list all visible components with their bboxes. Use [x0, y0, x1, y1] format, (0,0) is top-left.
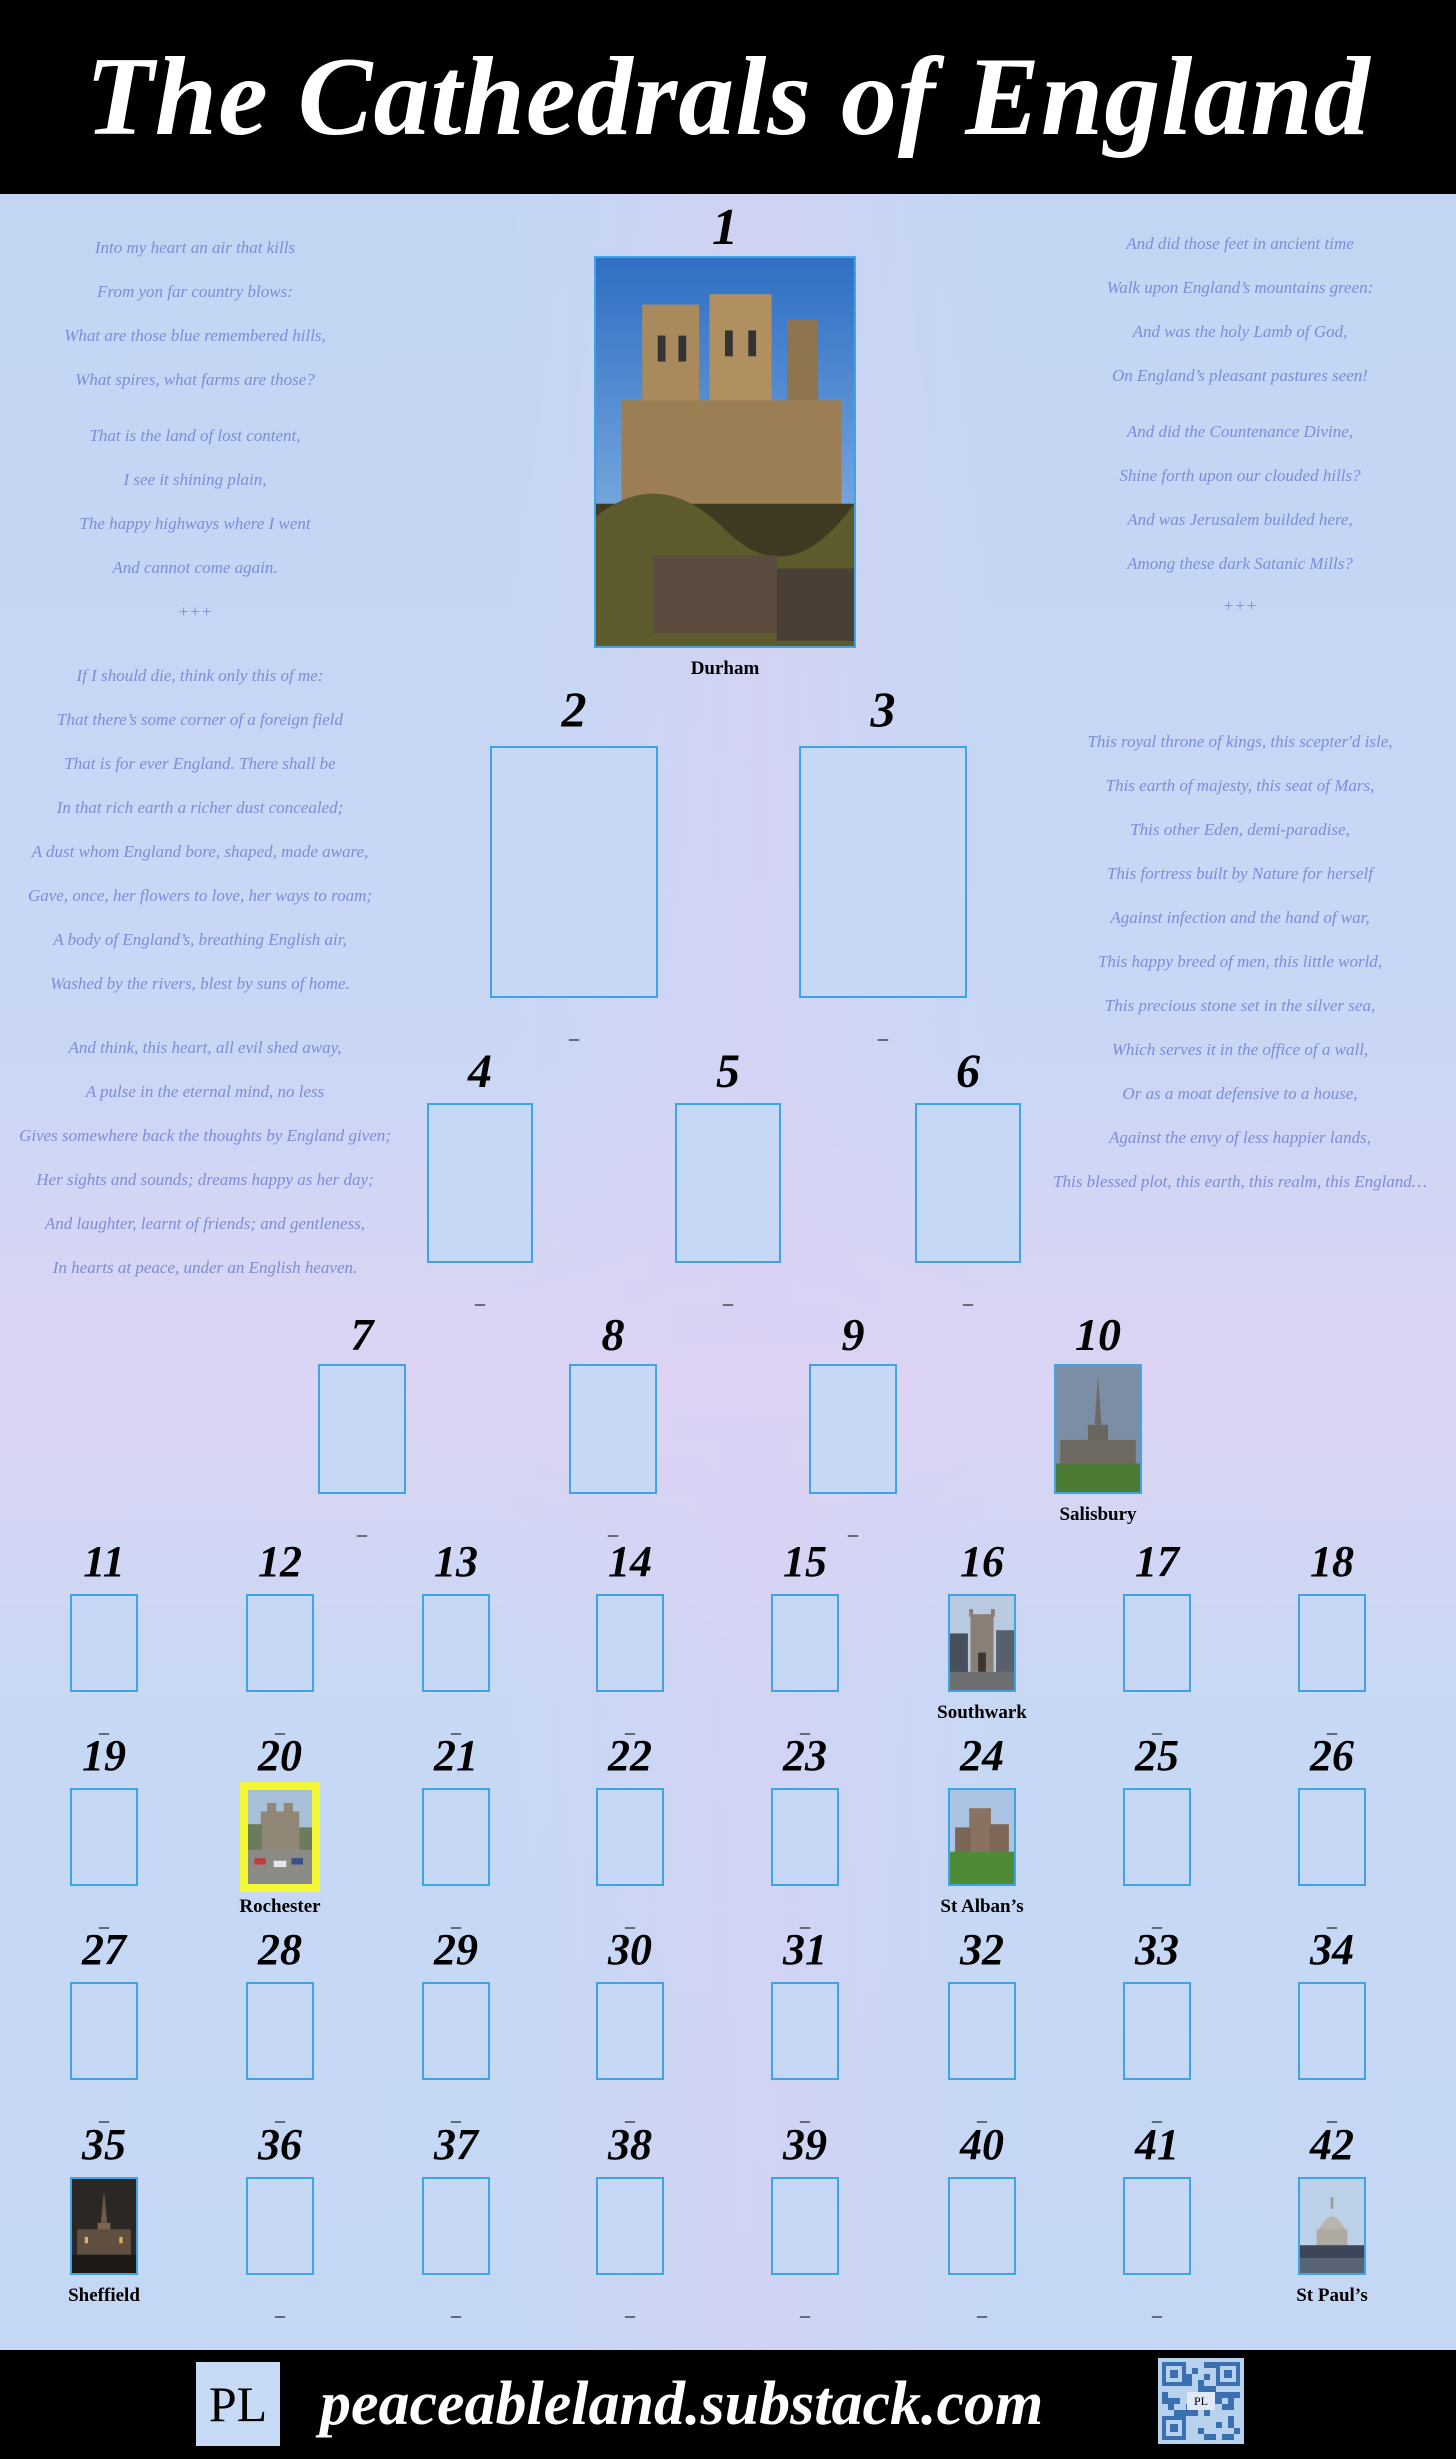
poem-line: Which serves it in the office of a wall, — [1111, 1040, 1369, 1059]
slot-number-21: 21 — [434, 1731, 478, 1780]
slot-number-13: 13 — [434, 1537, 478, 1586]
poem-line: A body of England’s, breathing English air, — [53, 930, 347, 949]
poem-line: What are those blue remembered hills, — [64, 326, 326, 345]
poem-right-top — [1040, 222, 1440, 398]
slot-blank-21: _ — [451, 1909, 461, 1931]
slot-number-19: 19 — [82, 1731, 126, 1780]
slot-blank-37: _ — [451, 2298, 461, 2320]
poem-line: Gave, once, her flowers to love, her ways to roam; — [27, 886, 373, 905]
cathedral-slot-25[interactable] — [1123, 1788, 1191, 1886]
poem-line: That is the land of lost content, — [89, 426, 301, 445]
cathedral-tower-image — [950, 1596, 1014, 1690]
slot-number-20: 20 — [258, 1731, 302, 1780]
slot-number-14: 14 — [608, 1537, 652, 1586]
slot-number-8: 8 — [601, 1309, 625, 1360]
poem-right-bottom — [1030, 720, 1450, 1204]
cathedral-spire-image — [1056, 1366, 1140, 1492]
slot-blank-38: _ — [625, 2298, 635, 2320]
cathedral-slot-10[interactable] — [1054, 1364, 1142, 1494]
slot-blank-11: _ — [99, 1715, 109, 1737]
slot-number-34: 34 — [1310, 1925, 1354, 1974]
poem-right-separator: +++ — [1222, 596, 1258, 615]
slot-number-23: 23 — [783, 1731, 827, 1780]
poem-line: Shine forth upon our clouded hills? — [1119, 466, 1361, 485]
poem-line: The happy highways where I went — [79, 514, 311, 533]
cathedral-slot-13[interactable] — [422, 1594, 490, 1692]
cathedral-slot-1[interactable] — [594, 256, 856, 648]
slot-blank-34: _ — [1327, 2103, 1337, 2125]
slot-blank-32: _ — [977, 2103, 987, 2125]
slot-number-33: 33 — [1135, 1925, 1179, 1974]
slot-blank-31: _ — [800, 2103, 810, 2125]
slot-blank-25: _ — [1152, 1909, 1162, 1931]
slot-blank-18: _ — [1327, 1715, 1337, 1737]
poem-left-mid — [0, 654, 400, 1006]
cathedral-slot-12[interactable] — [246, 1594, 314, 1692]
slot-blank-15: _ — [800, 1715, 810, 1737]
slot-number-7: 7 — [350, 1309, 374, 1360]
slot-blank-28: _ — [275, 2103, 285, 2125]
qr-code[interactable] — [1158, 2358, 1244, 2444]
slot-blank-26: _ — [1327, 1909, 1337, 1931]
slot-number-22: 22 — [608, 1731, 652, 1780]
main-area — [0, 194, 1456, 2350]
header-banner — [0, 0, 1456, 194]
poem-line: Against the envy of less happier lands, — [1108, 1128, 1372, 1147]
slot-number-11: 11 — [83, 1537, 125, 1586]
poem-line: Her sights and sounds; dreams happy as her day; — [36, 1170, 374, 1189]
cathedral-slot-17[interactable] — [1123, 1594, 1191, 1692]
poem-line: A pulse in the eternal mind, no less — [85, 1082, 325, 1101]
cathedral-slot-28[interactable] — [246, 1982, 314, 2080]
slot-blank-3: _ — [878, 1021, 888, 1043]
slot-label-1: Durham — [690, 658, 760, 679]
slot-number-26: 26 — [1310, 1731, 1354, 1780]
cathedral-slot-19[interactable] — [70, 1788, 138, 1886]
cathedral-slot-8[interactable] — [569, 1364, 657, 1494]
slot-blank-4: _ — [475, 1286, 485, 1308]
cathedral-slot-3[interactable] — [799, 746, 967, 998]
poem-line: And was the holy Lamb of God, — [1132, 322, 1348, 341]
pl-logo[interactable]: PL — [196, 2362, 280, 2446]
slot-blank-27: _ — [99, 2103, 109, 2125]
poem-left-top-2 — [0, 414, 390, 590]
slot-blank-29: _ — [451, 2103, 461, 2125]
poem-line: And laughter, learnt of friends; and gentleness, — [44, 1214, 366, 1233]
poem-line: This other Eden, demi-paradise, — [1130, 820, 1350, 839]
cathedral-slot-32[interactable] — [948, 1982, 1016, 2080]
cathedral-slot-15[interactable] — [771, 1594, 839, 1692]
cathedral-slot-7[interactable] — [318, 1364, 406, 1494]
cathedral-slot-42[interactable] — [1298, 2177, 1366, 2275]
slot-number-24: 24 — [960, 1731, 1004, 1780]
cathedral-slot-36[interactable] — [246, 2177, 314, 2275]
slot-number-4: 4 — [468, 1045, 492, 1098]
cathedral-slot-22[interactable] — [596, 1788, 664, 1886]
cathedral-lawn-image — [950, 1790, 1014, 1884]
poem-line: Walk upon England’s mountains green: — [1106, 278, 1374, 297]
slot-number-18: 18 — [1310, 1537, 1354, 1586]
slot-number-1: 1 — [712, 199, 738, 256]
cathedral-slot-34[interactable] — [1298, 1982, 1366, 2080]
slot-blank-36: _ — [275, 2298, 285, 2320]
cathedral-slot-26[interactable] — [1298, 1788, 1366, 1886]
slot-number-16: 16 — [960, 1537, 1004, 1586]
slot-blank-7: _ — [357, 1517, 367, 1539]
slot-blank-9: _ — [848, 1517, 858, 1539]
cathedral-slot-39[interactable] — [771, 2177, 839, 2275]
slot-label-24: St Alban’s — [940, 1896, 1024, 1917]
cathedral-slot-24[interactable] — [948, 1788, 1016, 1886]
slot-label-35: Sheffield — [68, 2285, 140, 2306]
cathedral-slot-35[interactable] — [70, 2177, 138, 2275]
poem-line: Into my heart an air that kills — [94, 238, 296, 257]
cathedral-slot-9[interactable] — [809, 1364, 897, 1494]
slot-number-35: 35 — [82, 2120, 126, 2169]
poem-line: And cannot come again. — [112, 558, 278, 577]
slot-number-10: 10 — [1075, 1309, 1121, 1360]
slot-label-16: Southwark — [937, 1702, 1027, 1723]
cathedral-durham-image — [596, 258, 854, 646]
poem-left-bottom — [0, 1026, 410, 1290]
poem-line: Or as a moat defensive to a house, — [1122, 1084, 1358, 1103]
cathedral-slot-38[interactable] — [596, 2177, 664, 2275]
poem-line: Against infection and the hand of war, — [1110, 908, 1370, 927]
poem-line: On England’s pleasant pastures seen! — [1112, 366, 1368, 385]
poem-line: This royal throne of kings, this scepter'd isle, — [1087, 732, 1393, 751]
slot-number-40: 40 — [960, 2120, 1004, 2169]
slot-blank-30: _ — [625, 2103, 635, 2125]
slot-label-10: Salisbury — [1059, 1504, 1137, 1525]
slot-number-36: 36 — [258, 2120, 302, 2169]
poem-line: In hearts at peace, under an English heaven. — [52, 1258, 358, 1277]
poem-line: And think, this heart, all evil shed away, — [68, 1038, 342, 1057]
cathedral-slot-33[interactable] — [1123, 1982, 1191, 2080]
cathedral-slot-18[interactable] — [1298, 1594, 1366, 1692]
poem-right-top-2 — [1040, 410, 1440, 586]
cathedral-slot-20[interactable] — [240, 1782, 320, 1892]
cathedral-slot-16[interactable] — [948, 1594, 1016, 1692]
slot-blank-6: _ — [963, 1286, 973, 1308]
cathedral-slot-14[interactable] — [596, 1594, 664, 1692]
slot-blank-14: _ — [625, 1715, 635, 1737]
slot-number-31: 31 — [783, 1925, 827, 1974]
slot-number-9: 9 — [841, 1309, 865, 1360]
cathedral-street-image — [248, 1790, 312, 1884]
cathedral-slot-6[interactable] — [915, 1103, 1021, 1263]
cathedral-slot-27[interactable] — [70, 1982, 138, 2080]
slot-number-37: 37 — [434, 2120, 478, 2169]
slot-blank-33: _ — [1152, 2103, 1162, 2125]
poem-line: This fortress built by Nature for herself — [1106, 864, 1374, 883]
poem-line: In that rich earth a richer dust concealed; — [56, 798, 344, 817]
slot-blank-2: _ — [569, 1021, 579, 1043]
slot-blank-5: _ — [723, 1286, 733, 1308]
slot-blank-23: _ — [800, 1909, 810, 1931]
poem-line: If I should die, think only this of me: — [76, 666, 324, 685]
cathedral-slot-40[interactable] — [948, 2177, 1016, 2275]
cathedral-slot-41[interactable] — [1123, 2177, 1191, 2275]
slot-number-5: 5 — [716, 1045, 740, 1098]
poem-line: That is for ever England. There shall be — [64, 754, 336, 773]
poem-left-top — [0, 226, 390, 402]
slot-number-29: 29 — [434, 1925, 478, 1974]
poem-line: This blessed plot, this earth, this realm, this England… — [1053, 1172, 1427, 1191]
cathedral-slot-4[interactable] — [427, 1103, 533, 1263]
poem-line: I see it shining plain, — [123, 470, 267, 489]
poem-line: And was Jerusalem builded here, — [1127, 510, 1353, 529]
poem-line: Washed by the rivers, blest by suns of home. — [50, 974, 350, 993]
slot-number-32: 32 — [960, 1925, 1004, 1974]
poem-line: This happy breed of men, this little world, — [1097, 952, 1383, 971]
poem-line: A dust whom England bore, shaped, made aware, — [31, 842, 369, 861]
slot-blank-13: _ — [451, 1715, 461, 1737]
slot-label-42: St Paul’s — [1296, 2285, 1368, 2306]
poem-line: This precious stone set in the silver sea, — [1104, 996, 1376, 1015]
slot-blank-12: _ — [275, 1715, 285, 1737]
cathedral-slot-23[interactable] — [771, 1788, 839, 1886]
slot-number-42: 42 — [1310, 2120, 1354, 2169]
slot-number-27: 27 — [82, 1925, 126, 1974]
cathedral-slot-31[interactable] — [771, 1982, 839, 2080]
cathedral-dome-image — [1300, 2179, 1364, 2273]
slot-number-17: 17 — [1135, 1537, 1179, 1586]
cathedral-slot-30[interactable] — [596, 1982, 664, 2080]
cathedral-slot-29[interactable] — [422, 1982, 490, 2080]
poem-line: That there’s some corner of a foreign field — [57, 710, 343, 729]
slot-number-38: 38 — [608, 2120, 652, 2169]
cathedral-slot-37[interactable] — [422, 2177, 490, 2275]
slot-number-39: 39 — [783, 2120, 827, 2169]
poem-left-separator: +++ — [177, 602, 213, 621]
qr-label: PL — [1187, 2392, 1215, 2410]
slot-number-15: 15 — [783, 1537, 827, 1586]
slot-blank-8: _ — [608, 1517, 618, 1539]
poem-line: From yon far country blows: — [97, 282, 293, 301]
poem-line: Gives somewhere back the thoughts by England given; — [19, 1126, 391, 1145]
slot-number-3: 3 — [870, 681, 896, 737]
slot-label-20: Rochester — [239, 1896, 321, 1917]
slot-blank-22: _ — [625, 1909, 635, 1931]
slot-number-12: 12 — [258, 1537, 302, 1586]
slot-blank-40: _ — [977, 2298, 987, 2320]
site-url-link[interactable]: peaceableland.substack.com — [320, 2370, 1044, 2438]
poem-line: And did the Countenance Divine, — [1126, 422, 1354, 441]
poem-line: What spires, what farms are those? — [75, 370, 315, 389]
cathedral-night-image — [72, 2179, 136, 2273]
slot-blank-19: _ — [99, 1909, 109, 1931]
slot-number-25: 25 — [1135, 1731, 1179, 1780]
slot-number-30: 30 — [608, 1925, 652, 1974]
slot-blank-17: _ — [1152, 1715, 1162, 1737]
poem-line: Among these dark Satanic Mills? — [1127, 554, 1353, 573]
poem-line: And did those feet in ancient time — [1126, 234, 1354, 253]
slot-number-6: 6 — [956, 1045, 980, 1098]
slot-number-41: 41 — [1135, 2120, 1179, 2169]
cathedral-slot-5[interactable] — [675, 1103, 781, 1263]
poem-line: This earth of majesty, this seat of Mars, — [1105, 776, 1375, 795]
slot-number-2: 2 — [561, 681, 587, 737]
slot-blank-39: _ — [800, 2298, 810, 2320]
slot-blank-41: _ — [1152, 2298, 1162, 2320]
cathedral-slot-21[interactable] — [422, 1788, 490, 1886]
page-title: The Cathedrals of England — [85, 35, 1371, 159]
slot-number-28: 28 — [258, 1925, 302, 1974]
cathedral-slot-2[interactable] — [490, 746, 658, 998]
cathedral-slot-11[interactable] — [70, 1594, 138, 1692]
